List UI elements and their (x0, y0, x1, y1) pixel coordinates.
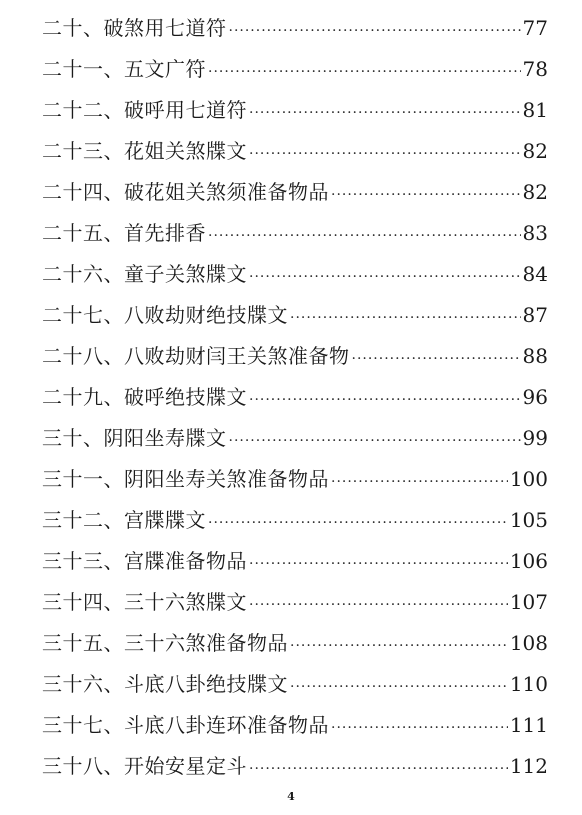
toc-entry-page: 81 (522, 98, 548, 122)
toc-entry (42, 131, 548, 172)
toc-entry (42, 500, 548, 541)
toc-entry (42, 541, 548, 582)
dot-leader (249, 544, 508, 585)
toc-entry-title: 二十二、破呼用七道符 (42, 98, 247, 122)
toc-entry (42, 172, 548, 213)
toc-entry-title: 二十六、童子关煞牒文 (42, 262, 247, 286)
toc-entry (42, 418, 548, 459)
toc-entry-title: 二十一、五文广符 (42, 57, 206, 81)
toc-entry-title: 二十八、八败劫财闫王关煞准备物 (42, 344, 350, 368)
dot-leader (290, 298, 521, 339)
toc-entry-title: 三十三、宫牒准备物品 (42, 549, 247, 573)
toc-entry-title: 二十七、八败劫财绝技牒文 (42, 303, 288, 327)
toc-entry-page: 84 (522, 262, 548, 286)
dot-leader (229, 421, 521, 462)
dot-leader (352, 339, 521, 380)
dot-leader (249, 93, 521, 134)
toc-entry (42, 295, 548, 336)
dot-leader (331, 462, 508, 503)
toc-entry (42, 459, 548, 500)
page-number: 4 (287, 790, 295, 803)
toc-entry-page: 77 (522, 16, 548, 40)
toc-entry-page: 107 (509, 590, 548, 614)
toc-entry-page: 87 (522, 303, 548, 327)
toc-entry-page: 82 (522, 180, 548, 204)
toc-entry-page: 99 (522, 426, 548, 450)
toc-entry (42, 746, 548, 787)
dot-leader (249, 257, 521, 298)
toc-entry-page: 105 (509, 508, 548, 532)
dot-leader (249, 134, 521, 175)
toc-entry-page: 112 (509, 754, 548, 778)
toc-entry (42, 623, 548, 664)
toc-entry-page: 108 (509, 631, 548, 655)
toc-entry-title: 二十四、破花姐关煞须准备物品 (42, 180, 329, 204)
toc-entry-title: 三十八、开始安星定斗 (42, 754, 247, 778)
toc-entry-page: 88 (522, 344, 548, 368)
dot-leader (208, 52, 521, 93)
toc-entry (42, 254, 548, 295)
dot-leader (331, 708, 508, 749)
dot-leader (208, 216, 521, 257)
dot-leader (331, 175, 521, 216)
toc-entry-page: 106 (509, 549, 548, 573)
dot-leader (249, 585, 508, 626)
toc-entry-title: 三十四、三十六煞牒文 (42, 590, 247, 614)
toc-entry-page: 110 (509, 672, 548, 696)
dot-leader (249, 749, 508, 790)
toc-entry-title: 三十一、阴阳坐寿关煞准备物品 (42, 467, 329, 491)
toc-entry-page: 111 (509, 713, 548, 737)
toc-entry-title: 三十、阴阳坐寿牒文 (42, 426, 227, 450)
dot-leader (208, 503, 508, 544)
toc-entry-title: 二十九、破呼绝技牒文 (42, 385, 247, 409)
dot-leader (229, 11, 521, 52)
table-of-contents (42, 8, 548, 787)
toc-entry (42, 213, 548, 254)
toc-entry-title: 二十、破煞用七道符 (42, 16, 227, 40)
toc-entry (42, 90, 548, 131)
toc-entry-title: 三十五、三十六煞准备物品 (42, 631, 288, 655)
dot-leader (249, 380, 521, 421)
toc-entry-page: 78 (522, 57, 548, 81)
toc-entry (42, 336, 548, 377)
toc-entry (42, 377, 548, 418)
toc-entry (42, 705, 548, 746)
toc-entry-title: 三十七、斗底八卦连环准备物品 (42, 713, 329, 737)
toc-entry-title: 二十三、花姐关煞牒文 (42, 139, 247, 163)
toc-entry (42, 664, 548, 705)
toc-entry-page: 96 (522, 385, 548, 409)
toc-entry-title: 三十二、宫牒牒文 (42, 508, 206, 532)
dot-leader (290, 626, 508, 667)
toc-entry (42, 582, 548, 623)
toc-entry (42, 8, 548, 49)
toc-entry-title: 三十六、斗底八卦绝技牒文 (42, 672, 288, 696)
toc-entry-page: 83 (522, 221, 548, 245)
toc-entry (42, 49, 548, 90)
toc-entry-page: 82 (522, 139, 548, 163)
dot-leader (290, 667, 508, 708)
toc-entry-title: 二十五、首先排香 (42, 221, 206, 245)
toc-entry-page: 100 (509, 467, 548, 491)
